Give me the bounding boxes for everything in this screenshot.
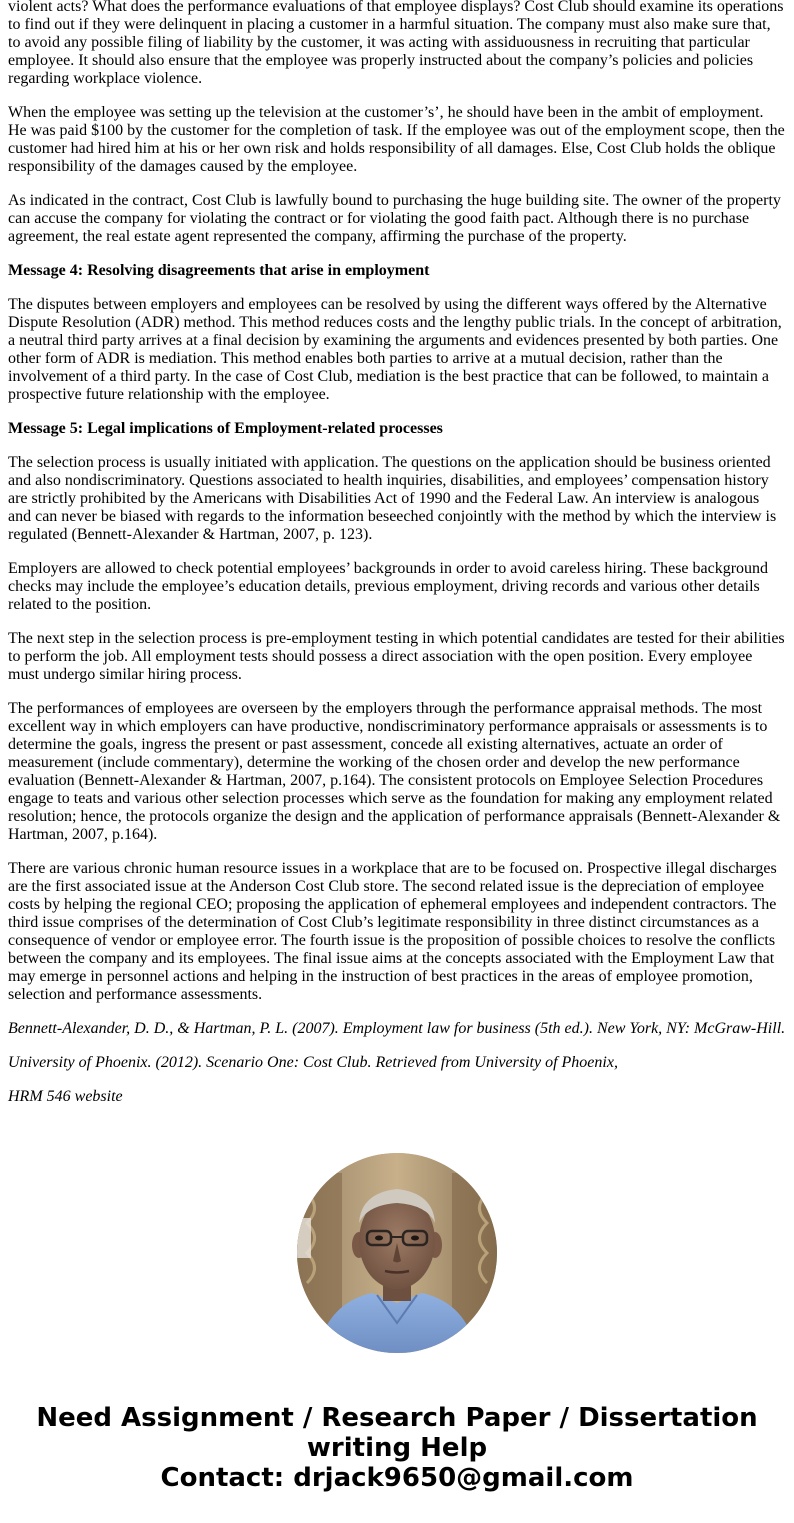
promo-banner xyxy=(0,1403,794,1493)
body-paragraph: Employers are allowed to check potential employees’ backgrounds in order to avoid careless hiring. These background checks may include the employee’s education details, previous employment, driving records and various other details related to the position. xyxy=(8,560,769,613)
body-paragraph: violent acts? What does the performance evaluations of that employee displays? Cost Club should examine its operations to find out if they were delinquent in placing a customer in a harmful situation. The company must also make sure that, to avoid any possible filing of liability by the customer, it was acting with assiduousness in recruiting that particular employee. It should also ensure that the employee was properly instructed about the company’s policies and policies regarding workplace violence. xyxy=(8,0,784,87)
reference-entry: HRM 546 website xyxy=(8,1088,123,1105)
body-paragraph: There are various chronic human resource issues in a workplace that are to be focused on. Prospective illegal discharges are the first associated issue at the Anderson Cost Club store. The second related issue is the depreciation of employee costs by helping the regional CEO; proposing the application of ephemeral employees and independent contractors. The third issue comprises of the determination of Cost Club’s legitimate responsibility in three distinct circumstances as a consequence of vendor or employee error. The fourth issue is the proposition of possible choices to resolve the conflicts between the company and its employees. The final issue aims at the concepts associated with the Employment Law that may emerge in personnel actions and helping in the instruction of best practices in the areas of employee promotion, selection and performance assessments. xyxy=(8,860,777,1003)
author-avatar xyxy=(297,1153,497,1353)
body-paragraph: The performances of employees are overseen by the employers through the performance appraisal methods. The most excellent way in which employers can have productive, nondiscriminatory performance appraisals or assessments is to determine the goals, ingress the present or past assessment, concede all existing alternatives, actuate an order of measurement (include commentary), determine the working of the chosen order and develop the new performance evaluation (Bennett-Alexander & Hartman, 2007, p.164). The consistent protocols on Employee Selection Procedures engage to teats and various other selection processes which serve as the foundation for making any employment related resolution; hence, the protocols organize the design and the application of performance appraisals (Bennett-Alexander & Hartman, 2007, p.164). xyxy=(8,700,781,843)
section-heading-message-5: Message 5: Legal implications of Employment-related processes xyxy=(8,420,443,437)
body-paragraph: As indicated in the contract, Cost Club is lawfully bound to purchasing the huge building site. The owner of the property can accuse the company for violating the contract or for violating the good faith pact. Although there is no purchase agreement, the real estate agent represented the company, affirming the purchase of the property. xyxy=(8,192,781,245)
promo-line-2: writing Help xyxy=(306,1433,488,1463)
document-body xyxy=(8,0,786,1122)
section-heading-message-4: Message 4: Resolving disagreements that arise in employment xyxy=(8,262,430,279)
body-paragraph: The next step in the selection process is pre-employment testing in which potential candidates are tested for their abilities to perform the job. All employment tests should possess a direct association with the open position. Every employee must undergo similar hiring process. xyxy=(8,630,785,683)
body-paragraph: When the employee was setting up the television at the customer’s’, he should have been in the ambit of employment. He was paid $100 by the customer for the completion of task. If the employee was out of the employment scope, then the customer had hired him at his or her own risk and holds responsibility of all damages. Else, Cost Club holds the oblique responsibility of the damages caused by the employee. xyxy=(8,104,785,175)
reference-entry: Bennett-Alexander, D. D., & Hartman, P. L. (2007). Employment law for business (5th ed.). New York, NY: McGraw-Hill. xyxy=(8,1020,786,1037)
promo-contact-email: Contact: drjack9650@gmail.com xyxy=(160,1463,634,1493)
promo-line-1: Need Assignment / Research Paper / Dissertation xyxy=(36,1403,758,1433)
body-paragraph: The disputes between employers and employees can be resolved by using the different ways offered by the Alternative Dispute Resolution (ADR) method. This method reduces costs and the lengthy public trials. In the concept of arbitration, a neutral third party arrives at a final decision by examining the arguments and evidences presented by both parties. One other form of ADR is mediation. This method enables both parties to arrive at a mutual decision, rather than the involvement of a third party. In the case of Cost Club, mediation is the best practice that can be followed, to maintain a prospective future relationship with the employee. xyxy=(8,296,782,403)
reference-entry: University of Phoenix. (2012). Scenario One: Cost Club. Retrieved from University of Phoenix, xyxy=(8,1054,618,1071)
body-paragraph: The selection process is usually initiated with application. The questions on the application should be business oriented and also nondiscriminatory. Questions associated to health inquiries, disabilities, and employees’ compensation history are strictly prohibited by the Americans with Disabilities Act of 1990 and the Federal Law. An interview is analogous and can never be biased with regards to the information beseeched conjointly with the method by which the interview is regulated (Bennett-Alexander & Hartman, 2007, p. 123). xyxy=(8,454,777,543)
author-portrait-icon xyxy=(297,1153,497,1353)
